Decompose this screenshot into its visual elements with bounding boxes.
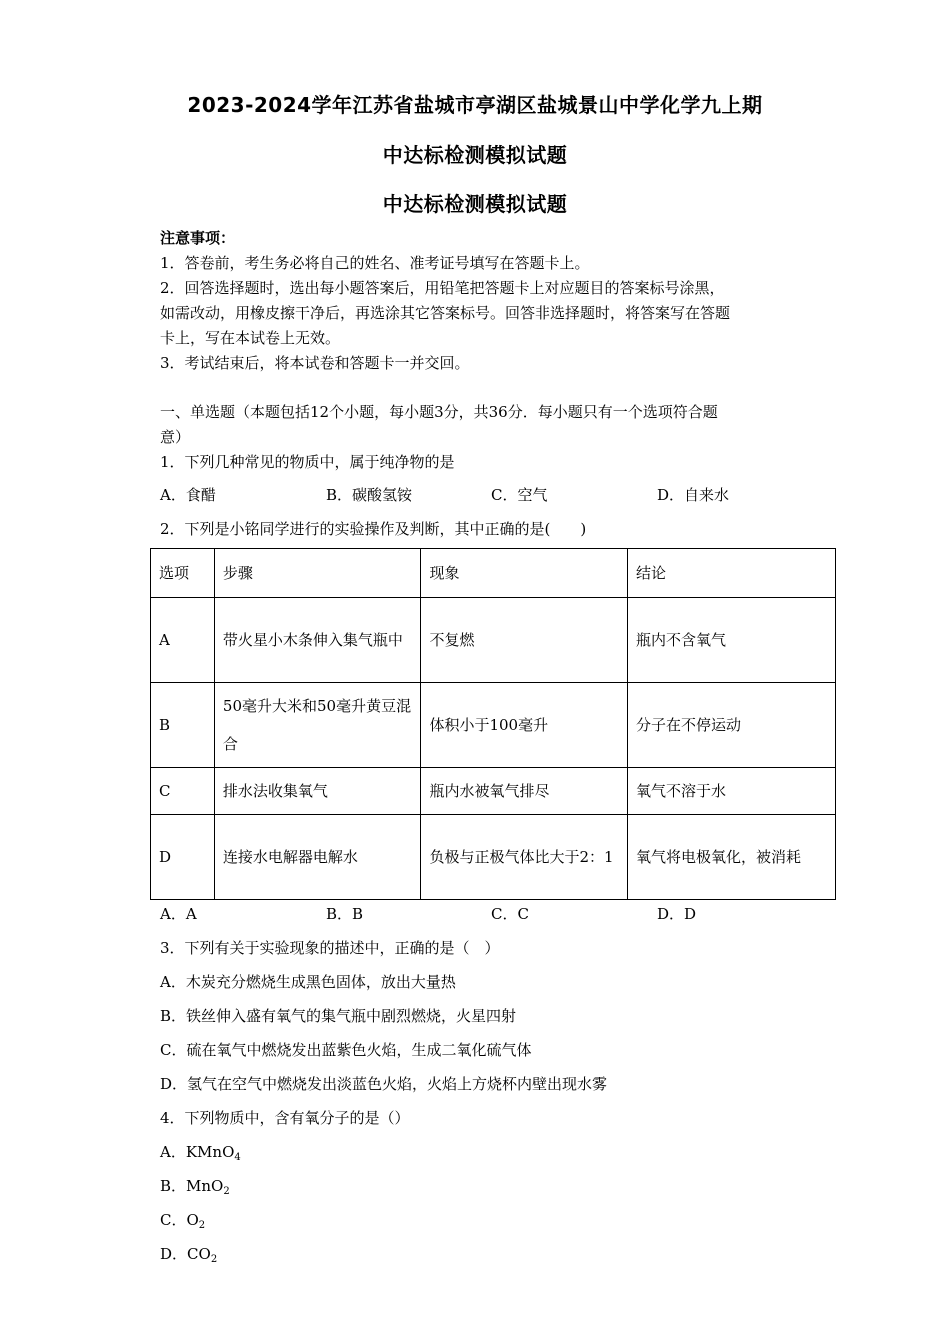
notice-item-3: 3．考试结束后，将本试卷和答题卡一并交回。 [160, 354, 470, 372]
table-header-cell: 步骤 [214, 549, 421, 598]
question-2-stem: 2．下列是小铭同学进行的实验操作及判断，其中正确的是( ) [160, 520, 587, 538]
chemical-formula: KMnO [185, 1143, 235, 1161]
option-label: D． [160, 1245, 188, 1263]
question-1-option-b: B．碳酸氢铵 [326, 486, 413, 504]
table-cell: 氧气不溶于水 [628, 768, 836, 815]
question-2-option-a: A．A [160, 905, 197, 923]
section-heading-line-1: 一、单选题（本题包括12个小题，每小题3分，共36分．每小题只有一个选项符合题 [160, 403, 718, 421]
section-heading-line-2: 意） [160, 428, 191, 446]
formula-subscript: 2 [198, 1220, 206, 1231]
page-title-line-1: 2023-2024学年江苏省盐城市亭湖区盐城景山中学化学九上期 [187, 93, 763, 117]
table-row [151, 815, 836, 900]
question-4-option-a [160, 1141, 241, 1163]
table-cell: A [151, 598, 215, 683]
question-3-option-b: B．铁丝伸入盛有氧气的集气瓶中剧烈燃烧，火星四射 [160, 1007, 517, 1025]
formula-subscript: 2 [210, 1254, 218, 1265]
page-title-line-3: 中达标检测模拟试题 [382, 192, 568, 216]
formula-subscript: 4 [234, 1152, 241, 1163]
table-row [151, 598, 836, 683]
question-3-stem: 3．下列有关于实验现象的描述中，正确的是（ ） [160, 939, 500, 957]
chemical-formula: CO [187, 1245, 211, 1263]
table-cell: 负极与正极气体比大于2：1 [421, 815, 628, 900]
question-4-option-b [160, 1175, 230, 1197]
notice-item-2-line-1: 2．回答选择题时，选出每小题答案后，用铅笔把答题卡上对应题目的答案标号涂黑， [160, 279, 725, 297]
table-cell: 带火星小木条伸入集气瓶中 [214, 598, 421, 683]
question-2-option-d: D．D [657, 905, 697, 923]
notice-heading: 注意事项： [160, 229, 236, 247]
table-header-cell: 结论 [628, 549, 836, 598]
table-row [151, 768, 836, 815]
table-cell: 氧气将电极氧化，被消耗 [628, 815, 836, 900]
table-cell: 不复燃 [421, 598, 628, 683]
question-4-stem: 4．下列物质中，含有氧分子的是（） [160, 1109, 410, 1127]
table-header-row [151, 549, 836, 598]
table-header-cell: 现象 [421, 549, 628, 598]
question-4-option-d [160, 1243, 217, 1265]
notice-item-1: 1．答卷前，考生务必将自己的姓名、准考证号填写在答题卡上。 [160, 254, 590, 272]
option-label: C． [160, 1211, 187, 1229]
question-3-option-c: C．硫在氧气中燃烧发出蓝紫色火焰，生成二氧化硫气体 [160, 1041, 532, 1059]
question-2-option-c: C．C [491, 905, 529, 923]
table-cell: B [151, 683, 215, 768]
option-label: A． [160, 1143, 186, 1161]
question-1-option-d: D．自来水 [657, 486, 730, 504]
formula-subscript: 2 [223, 1186, 230, 1197]
table-cell: 体积小于100毫升 [421, 683, 628, 768]
chemical-formula: O [186, 1211, 199, 1229]
question-2-option-b: B．B [326, 905, 364, 923]
question-2-table [150, 548, 836, 900]
question-1-option-c: C．空气 [491, 486, 548, 504]
table-cell: D [151, 815, 215, 900]
page-title-line-2: 中达标检测模拟试题 [382, 143, 568, 167]
question-1-option-a: A．食醋 [160, 486, 216, 504]
table-cell: 50毫升大米和50毫升黄豆混合 [214, 683, 421, 768]
question-4-option-c [160, 1209, 205, 1231]
chemical-formula: MnO [186, 1177, 224, 1195]
table-cell: C [151, 768, 215, 815]
table-cell: 分子在不停运动 [628, 683, 836, 768]
notice-item-2-line-2: 如需改动，用橡皮擦干净后，再选涂其它答案标号。回答非选择题时，将答案写在答题 [160, 304, 731, 322]
question-3-option-d: D．氢气在空气中燃烧发出淡蓝色火焰，火焰上方烧杯内壁出现水雾 [160, 1075, 608, 1093]
table-row [151, 683, 836, 768]
question-1-stem: 1．下列几种常见的物质中，属于纯净物的是 [160, 453, 455, 471]
table-cell: 瓶内不含氧气 [628, 598, 836, 683]
table-header-cell: 选项 [151, 549, 215, 598]
table-cell: 瓶内水被氧气排尽 [421, 768, 628, 815]
question-3-option-a: A．木炭充分燃烧生成黑色固体，放出大量热 [160, 973, 456, 991]
option-label: B． [160, 1177, 187, 1195]
table-cell: 连接水电解器电解水 [214, 815, 421, 900]
notice-item-2-line-3: 卡上，写在本试卷上无效。 [160, 329, 341, 347]
table-cell: 排水法收集氧气 [214, 768, 421, 815]
